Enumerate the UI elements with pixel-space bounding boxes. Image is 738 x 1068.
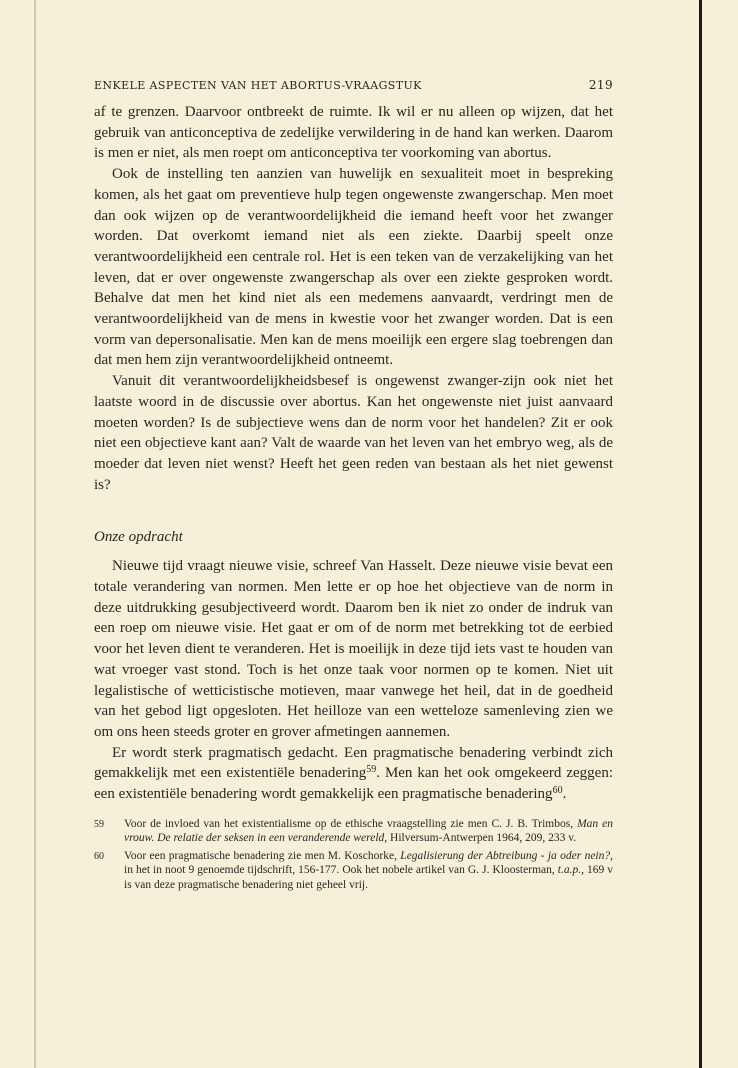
footnote-60 [94,849,613,892]
footnote-number: 59 [94,818,104,830]
footnote-title-italic: Legalisierung der Abtreibung - ja oder nein?, [400,850,613,863]
footnote-ref-59: 59 [366,764,377,776]
page-edge-left [34,0,36,1068]
paragraph-2: Ook de instelling ten aanzien van huwelijk en sexualiteit moet in bespreking komen, als het gaat om preventieve hulp tegen ongewenste zwangerschap. Men moet dan ook wijzen op de verantwoordelijkheid die iemand heeft voor het zwanger worden. Dat overkomt iemand niet als een ziekte. Daarbij speelt onze verantwoordelijkheid een centrale rol. Het is een teken van de verzakelijking van het leven, dat er over ongewenste zwangerschap als over een ziekte gesproken wordt. Behalve dat men het kind niet als een medemens aanvaardt, verdringt men de verantwoordelijkheid van de mens in kwestie voor het zwanger worden. Dat is een vorm van depersonalisatie. Men kan de mens moeilijk een ergere slag toebrengen dan dat men hem zijn verantwoordelijkheid ontneemt. [94,166,613,369]
paragraph-4: Nieuwe tijd vraagt nieuwe visie, schreef Van Hasselt. Deze nieuwe visie bevat een totale verandering van normen. Men lette er op hoe het objectieve van de norm in deze uitdrukking gesubjectiveerd wordt. Daarom ben ik niet zo onder de indruk van een roep om nieuwe visie. Het gaat er om of de norm met betrekking tot de eerbied voor het leven dient te veranderen. Het is moeilijk in deze tijd iets vast te houden van wat vroeger vast stond. Toch is het onze taak voor normen op te komen. Niet uit legalistische of wetticistische motieven, maar vanwege het heil, dat in de goedheid van het gebod ligt opgesloten. Het heilloze van een wetteloze samenleving zien we om ons heen steeds groter en grover afmetingen aannemen. [94,558,613,740]
paragraph-3: Vanuit dit verantwoordelijkheidsbesef is ongewenst zwanger-zijn ook niet het laatste woord in de discussie over abortus. Kan het ongewenste niet juist aanvaard moeten worden? Is de subjectieve wens dan de norm voor het handelen? Zit er ook niet een objectieve kant aan? Valt de waarde van het leven van het embryo weg, als de moeder dat leven niet wenst? Heeft het geen reden van bestaan als het niet gewenst is? [94,373,613,493]
footnotes [94,817,613,892]
footnote-title-italic: Man en vrouw. De relatie der seksen in een veranderende wereld, [124,817,613,844]
footnote-text-part: in het in noot 9 genoemde tijdschrift, 156-177. Ook het nobele artikel van G. J. Kloosterman, [124,864,558,877]
page-number: 219 [588,78,613,92]
section-heading: Onze opdracht [94,529,183,546]
footnote-number: 60 [94,851,104,863]
footnote-text-part: Voor de invloed van het existentialisme op de ethische vraagstelling zie men C. J. B. Trimbos, [124,817,578,830]
footnote-59 [94,817,613,845]
footnote-text-part: Voor een pragmatische benadering zie men M. Koschorke, [124,850,401,863]
paragraph-5 [94,743,613,805]
paragraph-5-text-b: . Men kan het ook omgekeerd zeggen: een existentiële benadering wordt gemakkelijk een pragmatische benadering [94,765,613,803]
paragraph-5-text-a: Er wordt sterk pragmatisch gedacht. Een pragmatische benadering verbindt zich gemakkelijk met een existentiële benadering [94,744,613,782]
footnote-ref-60: 60 [552,785,563,797]
paragraph-5-text-c: . [562,786,567,803]
page-edge-right [699,0,702,1068]
footnote-text [124,817,613,845]
page-content [94,78,613,896]
footnote-text [124,849,613,892]
running-head [94,78,613,92]
footnote-text-part: Hilversum-Antwerpen 1964, 209, 233 v. [387,832,577,844]
running-title: ENKELE ASPECTEN VAN HET ABORTUS-VRAAGSTUK [94,79,422,92]
footnote-title-italic: t.a.p., [557,864,584,877]
paragraph-1: af te grenzen. Daarvoor ontbreekt de ruimte. Ik wil er nu alleen op wijzen, dat het gebruik van anticonceptiva de zedelijke verwildering in de hand kan werken. Daarom is men er niet, als men roept om anticonceptiva ter voorkoming van abortus. [94,104,613,162]
footnote-text-part: 169 v is van deze pragmatische benadering niet geheel vrij. [124,864,614,891]
